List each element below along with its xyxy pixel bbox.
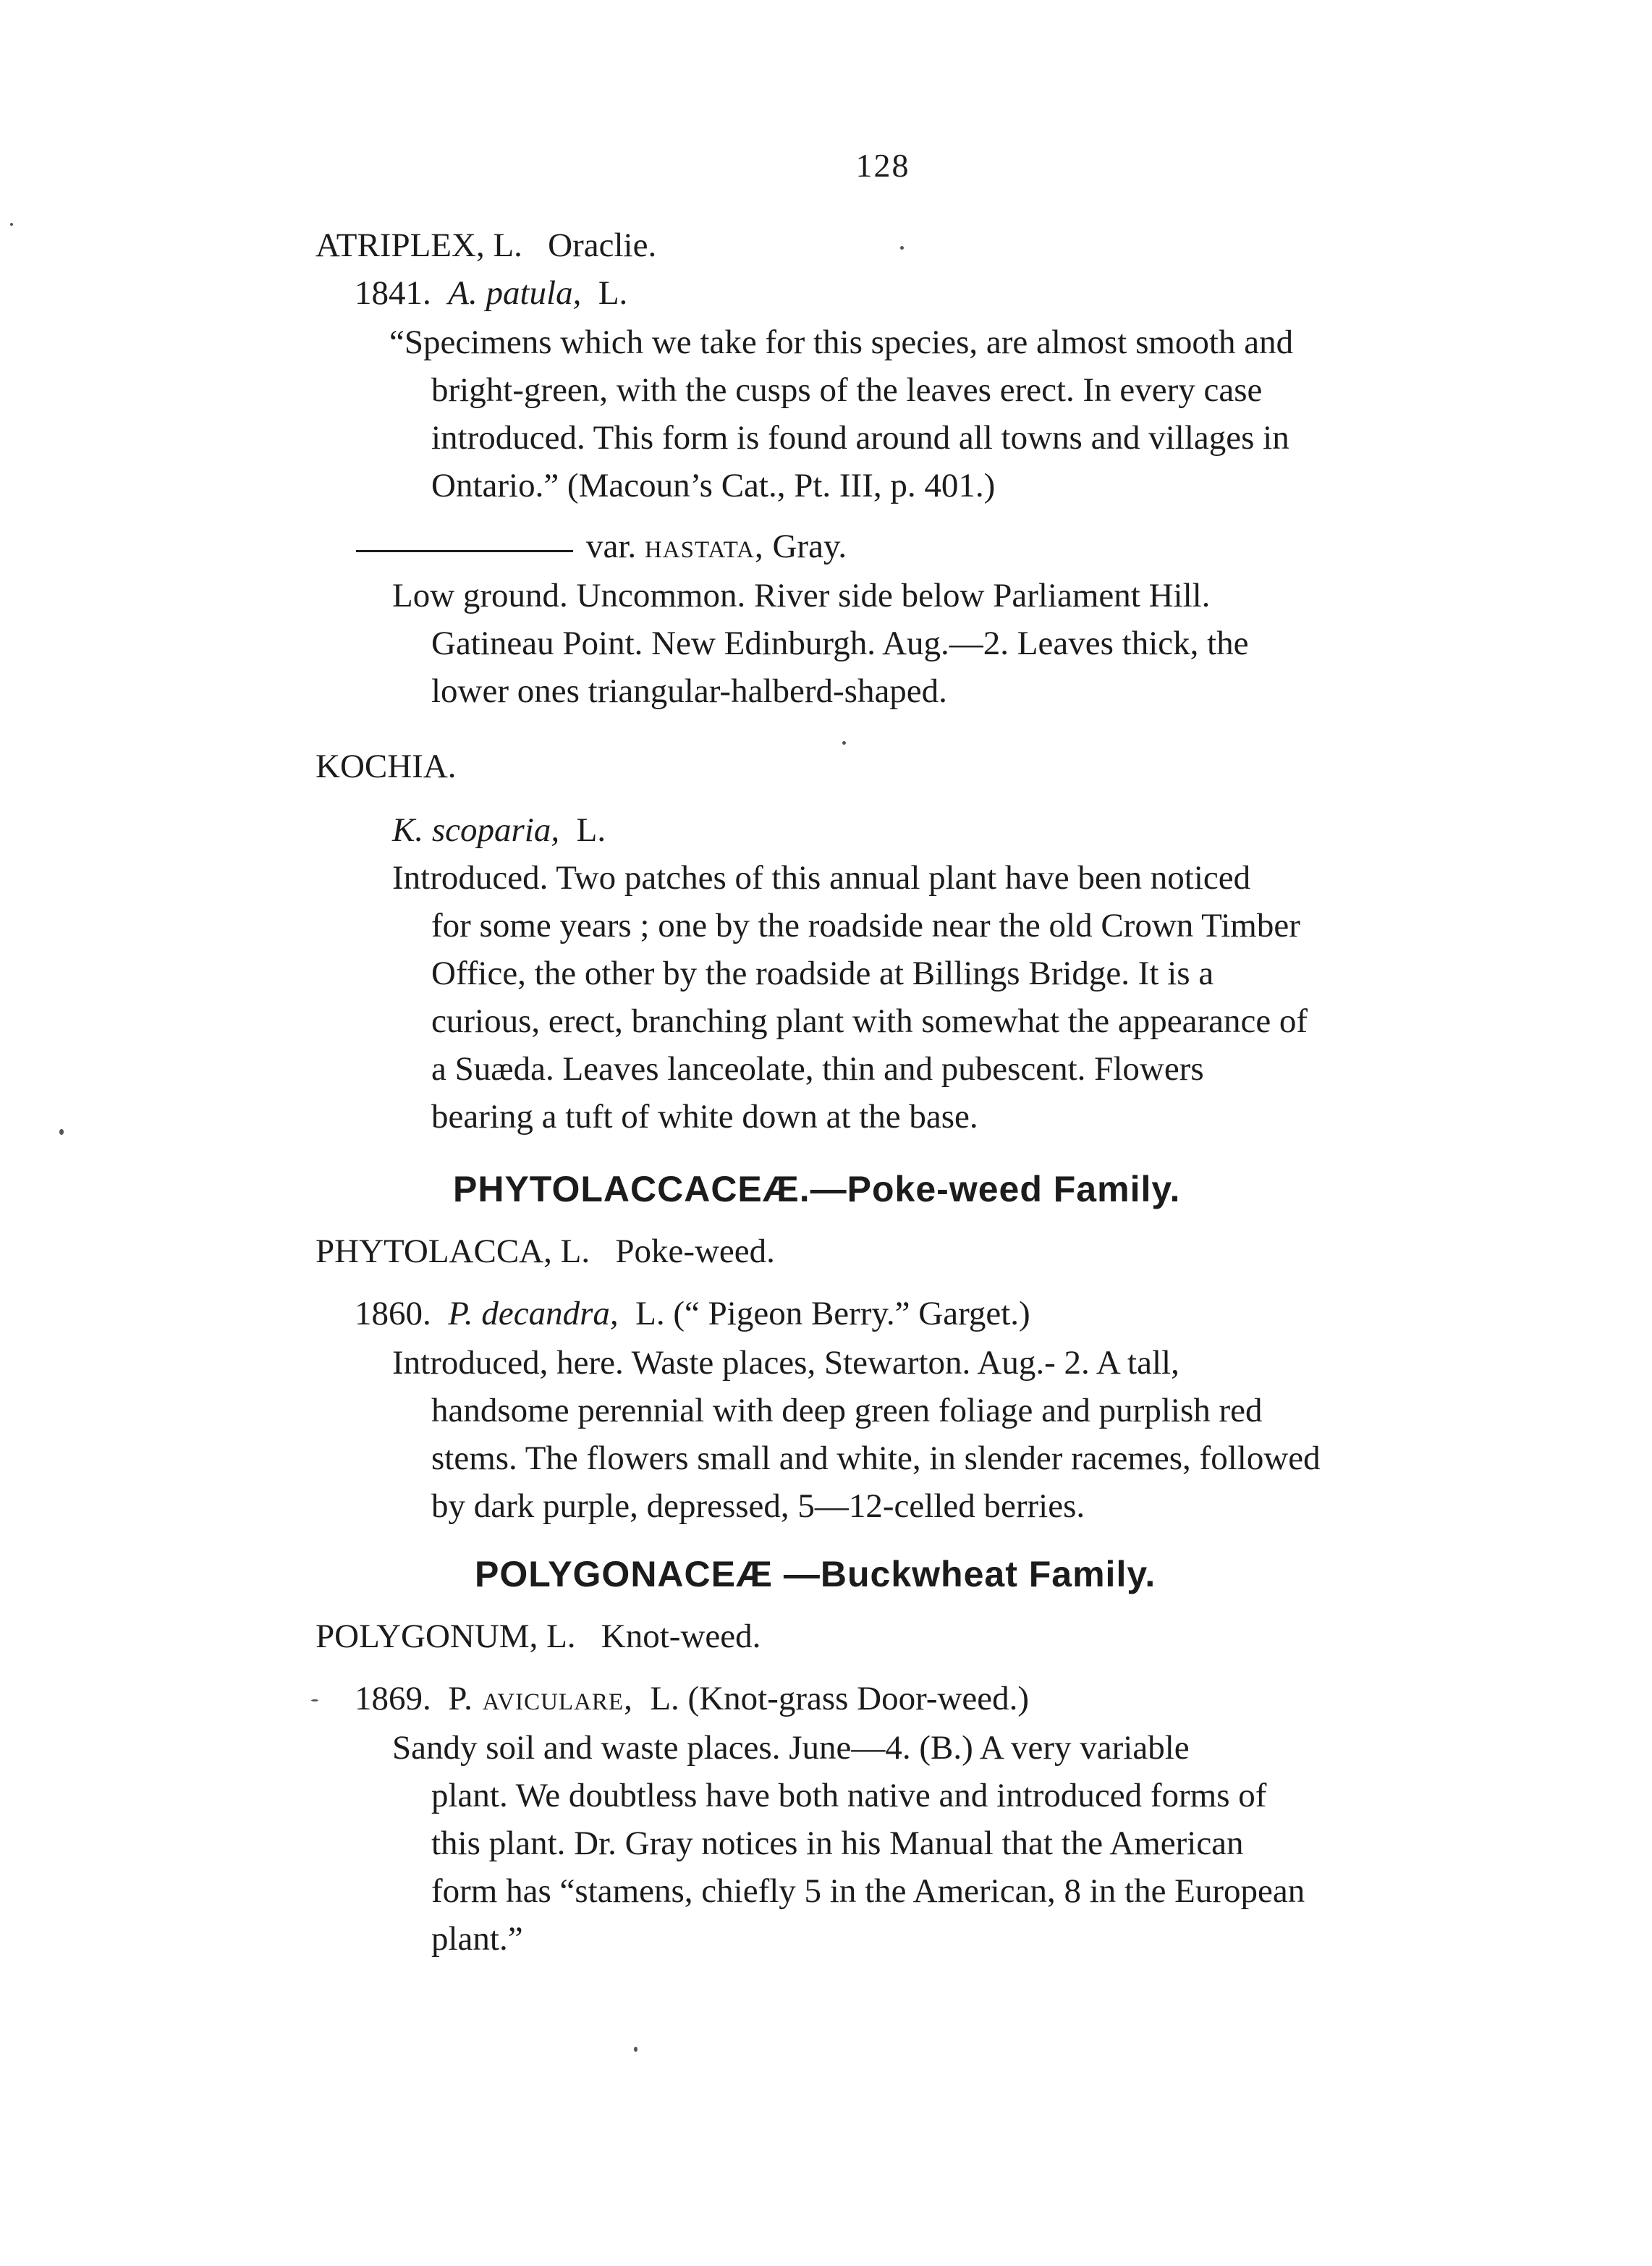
description-line: by dark purple, depressed, 5—12-celled berries.: [431, 1487, 1085, 1525]
quote-line: introduced. This form is found around all towns and villages in: [431, 419, 1289, 457]
common-name: Knot-weed.: [601, 1618, 761, 1655]
quote-line: bright-green, with the cusps of the leaves erect. In every case: [431, 371, 1263, 409]
species-number: 1860.: [355, 1295, 431, 1332]
family-heading-polygonaceae: POLYGONACEÆ —Buckwheat Family.: [475, 1554, 1156, 1594]
genus-name: POLYGONUM, L.: [315, 1618, 576, 1655]
species-number: 1841.: [355, 274, 431, 312]
description-line: Gatineau Point. New Edinburgh. Aug.—2. Leaves thick, the: [431, 625, 1249, 662]
variety-name: hastata,: [644, 528, 764, 565]
species-name: K. scoparia,: [392, 811, 560, 849]
species-authority: L.: [576, 811, 606, 849]
species-entry-polygonum-aviculare: [355, 1675, 1029, 1722]
common-name: Oraclie.: [548, 227, 657, 264]
species-number: 1869.: [355, 1680, 431, 1717]
description-line: Low ground. Uncommon. River side below Parliament Hill.: [392, 577, 1211, 614]
scan-speck: [634, 2047, 637, 2052]
species-name: A. patula,: [448, 274, 582, 312]
species-rest: L. (Knot-grass Door-weed.): [650, 1680, 1030, 1717]
description-line: form has “stamens, chiefly 5 in the American, 8 in the European: [431, 1872, 1305, 1910]
species-rest: L. (“ Pigeon Berry.” Garget.): [635, 1295, 1030, 1332]
genus-heading-kochia: KOCHIA.: [315, 748, 457, 785]
variety-heading-hastata: [586, 523, 847, 570]
genus-heading-phytolacca: [315, 1227, 775, 1275]
genus-heading-polygonum: [315, 1612, 761, 1660]
species-authority: L.: [598, 274, 628, 312]
description-line: this plant. Dr. Gray notices in his Manual that the American: [431, 1825, 1244, 1862]
scan-speck: [900, 246, 904, 250]
description-line: plant. We doubtless have both native and introduced forms of: [431, 1777, 1267, 1814]
genus-name: ATRIPLEX, L.: [315, 227, 522, 264]
species-name: P. decandra,: [448, 1295, 619, 1332]
scan-speck: [311, 1699, 318, 1701]
description-line: Office, the other by the roadside at Billings Bridge. It is a: [431, 955, 1214, 992]
species-entry-atriplex-patula: [355, 269, 627, 317]
quote-line: Ontario.” (Macoun’s Cat., Pt. III, p. 401.): [431, 467, 996, 504]
description-line: bearing a tuft of white down at the base.: [431, 1098, 978, 1136]
page-number: 128: [855, 147, 910, 184]
description-line: Introduced, here. Waste places, Stewarton. Aug.- 2. A tall,: [392, 1344, 1179, 1382]
family-heading-phytolaccaceae: PHYTOLACCACEÆ.—Poke-weed Family.: [453, 1169, 1181, 1209]
scan-speck: [59, 1129, 64, 1135]
description-line: Sandy soil and waste places. June—4. (B.) A very variable: [392, 1729, 1190, 1767]
variety-authority: Gray.: [772, 528, 847, 565]
species-name: P. aviculare,: [448, 1680, 633, 1717]
species-entry-phytolacca-decandra: [355, 1290, 1030, 1337]
variety-dash-rule: [356, 550, 573, 552]
scan-speck: [842, 741, 846, 745]
genus-name: PHYTOLACCA, L.: [315, 1233, 590, 1270]
quote-line: “Specimens which we take for this species, are almost smooth and: [389, 324, 1294, 361]
species-entry-kochia-scoparia: [392, 806, 606, 854]
description-line: a Suæda. Leaves lanceolate, thin and pubescent. Flowers: [431, 1050, 1204, 1088]
description-line: curious, erect, branching plant with somewhat the appearance of: [431, 1002, 1308, 1040]
common-name: Poke-weed.: [615, 1233, 775, 1270]
description-line: stems. The flowers small and white, in slender racemes, followed: [431, 1439, 1321, 1477]
genus-heading-atriplex: [315, 221, 656, 269]
description-line: handsome perennial with deep green foliage and purplish red: [431, 1392, 1263, 1429]
description-line: lower ones triangular-halberd-shaped.: [431, 672, 947, 710]
description-line: for some years ; one by the roadside near the old Crown Timber: [431, 907, 1300, 944]
description-line: plant.”: [431, 1920, 523, 1958]
scan-speck: [10, 223, 13, 226]
description-line: Introduced. Two patches of this annual plant have been noticed: [392, 859, 1251, 897]
variety-label: var.: [586, 528, 637, 565]
